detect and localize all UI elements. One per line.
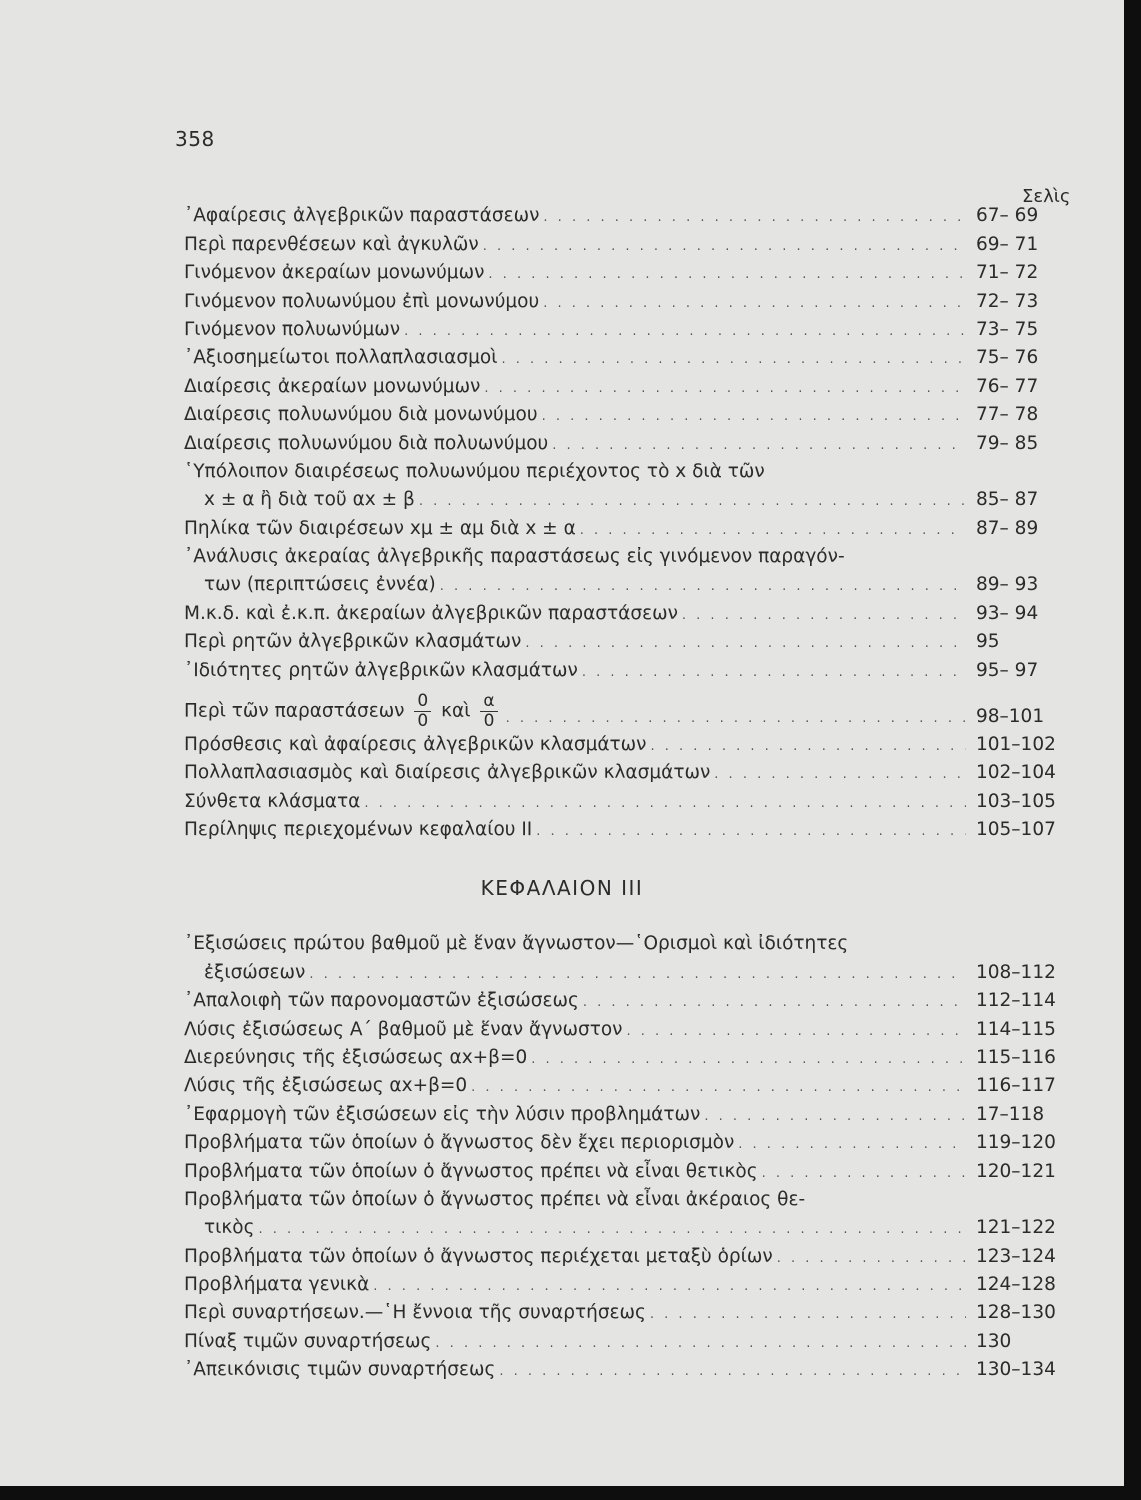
toc-section-2 (184, 930, 1074, 1384)
page-range: 72– 73 (976, 290, 1039, 312)
toc-entry: ᾿Αφαίρεσις ἀλγεβρικῶν παραστάσεων . . . 67– 69 (184, 202, 1074, 230)
leader-dots (488, 263, 966, 287)
leader-dots (506, 707, 966, 731)
page-range: 130–134 (976, 1359, 1056, 1381)
leader-dots (582, 661, 966, 685)
page-range: 114–115 (976, 1018, 1056, 1040)
leader-dots (650, 1303, 966, 1327)
leader-dots (543, 292, 966, 316)
leader-dots (714, 763, 966, 787)
leader-dots (682, 604, 966, 628)
page-range: 95 (976, 631, 1000, 653)
toc-entry: Περίληψις περιεχομένων κεφαλαίου ΙΙ . . . 105–107 (184, 816, 1074, 844)
page-range: 105–107 (976, 819, 1056, 841)
toc-entry: Διαίρεσις πολυωνύμου διὰ πολυωνύμου . . . 79– 85 (184, 429, 1074, 457)
leader-dots (738, 1133, 966, 1157)
toc-entry: Προβλήματα γενικὰ . . . 124–128 (184, 1271, 1074, 1299)
leader-dots (419, 490, 966, 514)
page-range: 77– 78 (976, 404, 1039, 426)
page-range: 102–104 (976, 762, 1056, 784)
leader-dots (501, 348, 966, 372)
leader-dots (471, 1076, 966, 1100)
leader-dots (435, 1332, 966, 1356)
leader-dots (258, 1218, 966, 1242)
toc-entry: Πρόσθεσις καὶ ἀφαίρεσις ἀλγεβρικῶν κλασμάτων . . . 101–102 (184, 731, 1074, 759)
toc-entry: Διαίρεσις πολυωνύμου διὰ μονωνύμου . . . 77– 78 (184, 401, 1074, 429)
leader-dots (483, 235, 966, 259)
page-range: 17–118 (976, 1103, 1045, 1125)
toc-entry: x ± α ἢ διὰ τοῦ αx ± β . . . 85– 87 (184, 486, 1074, 514)
toc-entry: Γινόμενον πολυωνύμων . . . 73– 75 (184, 316, 1074, 344)
toc-entry: Περὶ συναρτήσεων.—῾Η ἔννοια τῆς συναρτήσεως . . . 128–130 (184, 1299, 1074, 1327)
page-range: 89– 93 (976, 574, 1039, 596)
fraction-zero-over-zero: $\frac{0}{0}$ (414, 692, 431, 731)
page-range: 71– 72 (976, 262, 1039, 284)
leader-dots (542, 405, 966, 429)
leader-dots (499, 1360, 966, 1384)
page-number: 358 (175, 127, 215, 151)
page-range: 75– 76 (976, 347, 1039, 369)
toc-section-1 (184, 202, 1074, 844)
page-range: 101–102 (976, 734, 1056, 756)
toc-entry: τικὸς . . . 121–122 (184, 1214, 1074, 1242)
pages-column-header: Σελὶς (1022, 186, 1071, 207)
leader-dots (373, 1275, 966, 1299)
leader-dots (364, 792, 966, 816)
leader-dots (580, 519, 966, 543)
page-range: 73– 75 (976, 318, 1039, 340)
page-range: 67– 69 (976, 205, 1039, 227)
toc-entry-line1: Προβλήματα τῶν ὁποίων ὁ ἄγνωστος πρέπει νὰ εἶναι ἀκέραιος θε- (184, 1188, 806, 1210)
toc-entry-fraction: Περὶ τῶν παραστάσεων $\frac{0}{0}$ καὶ $\frac{\alpha}{0}$ . . . 98–101 (184, 685, 1074, 731)
toc-entry: Πολλαπλασιασμὸς καὶ διαίρεσις ἀλγεβρικῶν κλασμάτων . . . 102–104 (184, 759, 1074, 787)
leader-dots (440, 575, 966, 599)
leader-dots (651, 735, 966, 759)
toc-entry: ᾿Εφαρμογὴ τῶν ἐξισώσεων εἰς τὴν λύσιν προβλημάτων . . . 17–118 (184, 1100, 1074, 1128)
toc-entry: Προβλήματα τῶν ὁποίων ὁ ἄγνωστος πρέπει νὰ εἶναι θετικὸς . . . 120–121 (184, 1157, 1074, 1185)
toc-entry: ᾿Απεικόνισις τιμῶν συναρτήσεως . . . 130–134 (184, 1356, 1074, 1384)
page-range: 93– 94 (976, 602, 1039, 624)
page-range: 116–117 (976, 1075, 1056, 1097)
leader-dots (762, 1162, 966, 1186)
toc-entry: Μ.κ.δ. καὶ ἐ.κ.π. ἀκεραίων ἀλγεβρικῶν παραστάσεων . . . 93– 94 (184, 599, 1074, 627)
leader-dots (536, 820, 966, 844)
page-range: 98–101 (976, 705, 1045, 727)
toc-entry: Λύσις ἐξισώσεως Α΄ βαθμοῦ μὲ ἕναν ἄγνωστον . . . 114–115 (184, 1015, 1074, 1043)
leader-dots (583, 991, 966, 1015)
toc-entry: Προβλήματα τῶν ὁποίων ὁ ἄγνωστος δὲν ἔχει περιορισμὸν . . . 119–120 (184, 1129, 1074, 1157)
leader-dots (627, 1020, 967, 1044)
toc-entry: Σύνθετα κλάσματα . . . 103–105 (184, 787, 1074, 815)
page-range: 120–121 (976, 1160, 1056, 1182)
page-range: 76– 77 (976, 375, 1039, 397)
toc-entry: ἐξισώσεων . . . 108–112 (184, 958, 1074, 986)
page-range: 124–128 (976, 1274, 1056, 1296)
toc-entry: ᾿Αξιοσημείωτοι πολλαπλασιασμοὶ . . . 75– 76 (184, 344, 1074, 372)
page-range: 69– 71 (976, 233, 1039, 255)
leader-dots (525, 632, 966, 656)
toc-entry: Λύσις τῆς ἐξισώσεως αx+β=0 . . . 116–117 (184, 1072, 1074, 1100)
leader-dots (484, 377, 966, 401)
toc-entry-line1: ᾿Εξισώσεις πρώτου βαθμοῦ μὲ ἕναν ἄγνωστον—῾Ορισμοὶ καὶ ἰδιότητες (184, 933, 849, 954)
toc-entry: Διαίρεσις ἀκεραίων μονωνύμων . . . 76– 77 (184, 372, 1074, 400)
page-range: 85– 87 (976, 489, 1039, 511)
toc-entry: των (περιπτώσεις ἐννέα) . . . 89– 93 (184, 571, 1074, 599)
toc-entry: Γινόμενον ἀκεραίων μονωνύμων . . . 71– 72 (184, 259, 1074, 287)
toc-entry: Διερεύνησις τῆς ἐξισώσεως αx+β=0 . . . 115–116 (184, 1044, 1074, 1072)
page-range: 95– 97 (976, 659, 1039, 681)
toc-entry: Γινόμενον πολυωνύμου ἐπὶ μονωνύμου . . . 72– 73 (184, 287, 1074, 315)
page-range: 79– 85 (976, 432, 1039, 454)
toc-entry-line1: ᾿Ανάλυσις ἀκεραίας ἀλγεβρικῆς παραστάσεως εἰς γινόμενον παραγόν- (184, 545, 845, 567)
leader-dots (704, 1105, 966, 1129)
leader-dots (404, 320, 966, 344)
leader-dots (552, 434, 966, 458)
toc-entry: ᾿Ιδιότητες ρητῶν ἀλγεβρικῶν κλασμάτων . . . 95– 97 (184, 656, 1074, 684)
toc-entry: ᾿Απαλοιφὴ τῶν παρονομαστῶν ἐξισώσεως . . . 112–114 (184, 987, 1074, 1015)
chapter-heading: ΚΕΦΑΛΑΙΟΝ ΙΙΙ (480, 876, 644, 900)
page-range: 108–112 (976, 961, 1056, 983)
page-range: 130 (976, 1330, 1012, 1352)
page-range: 87– 89 (976, 517, 1039, 539)
leader-dots (309, 963, 966, 987)
leader-dots (777, 1247, 966, 1271)
toc-entry: Περὶ ρητῶν ἀλγεβρικῶν κλασμάτων . . . 95 (184, 628, 1074, 656)
leader-dots (543, 206, 966, 230)
fraction-alpha-over-zero: $\frac{\alpha}{0}$ (480, 692, 497, 731)
toc-entry: Πίναξ τιμῶν συναρτήσεως . . . 130 (184, 1327, 1074, 1355)
page-range: 112–114 (976, 990, 1056, 1012)
toc-entry: Περὶ παρενθέσεων καὶ ἀγκυλῶν . . . 69– 71 (184, 230, 1074, 258)
page-range: 103–105 (976, 790, 1056, 812)
page-range: 123–124 (976, 1245, 1056, 1267)
page-range: 119–120 (976, 1132, 1056, 1154)
toc-entry-line1: ῾Υπόλοιπον διαιρέσεως πολυωνύμου περιέχοντος τὸ x διὰ τῶν (184, 460, 765, 482)
page-range: 128–130 (976, 1302, 1056, 1324)
toc-entry: Προβλήματα τῶν ὁποίων ὁ ἄγνωστος περιέχεται μεταξὺ ὁρίων . . . 123–124 (184, 1242, 1074, 1270)
leader-dots (531, 1048, 966, 1072)
page-range: 121–122 (976, 1217, 1056, 1239)
toc-entry: Πηλίκα τῶν διαιρέσεων xμ ± αμ διὰ x ± α . . . 87– 89 (184, 514, 1074, 542)
page-range: 115–116 (976, 1046, 1056, 1068)
